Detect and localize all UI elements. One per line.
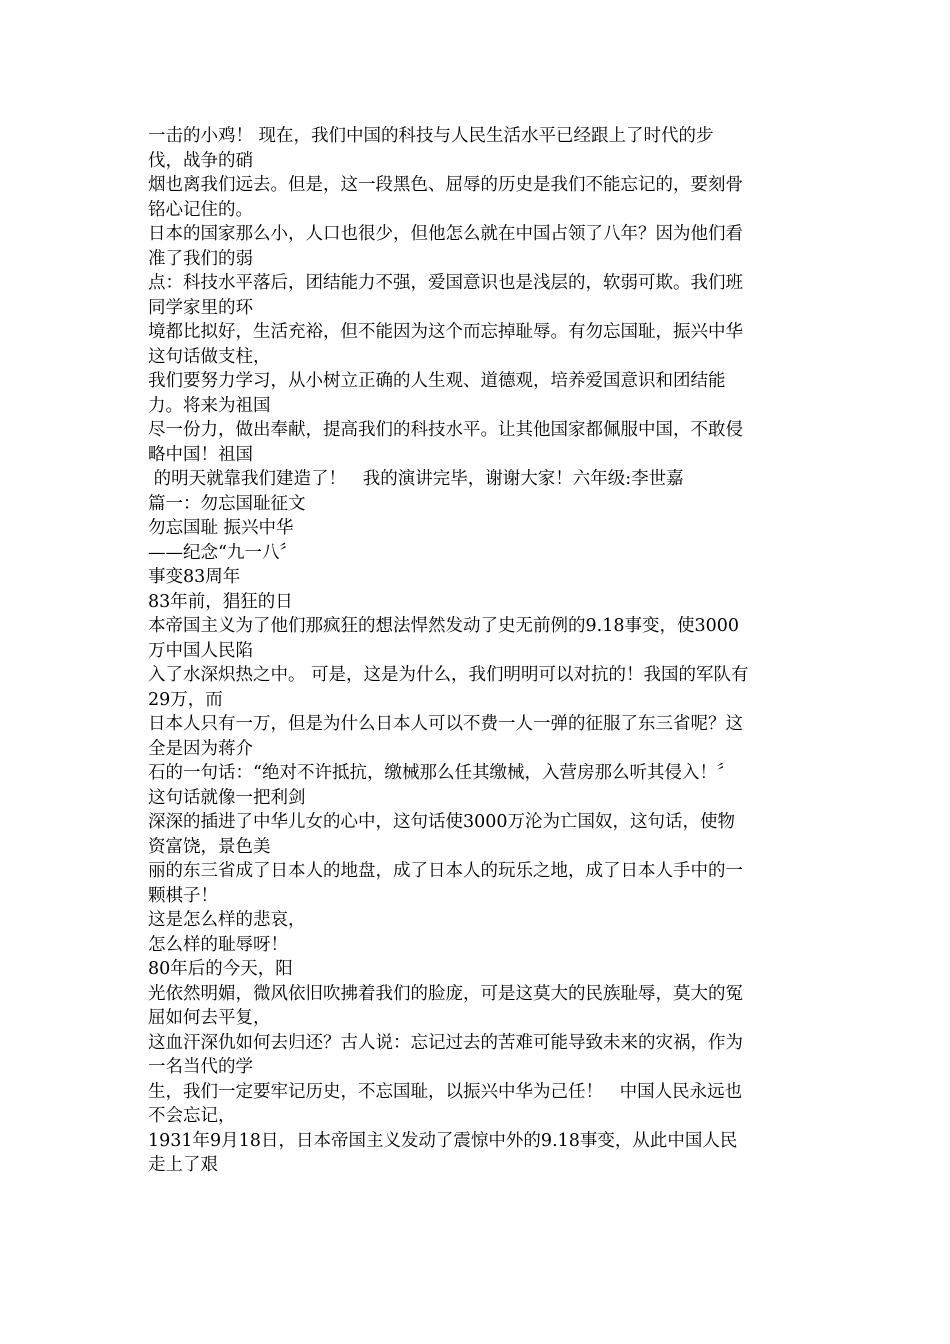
text-line: 日本人只有一万，但是为什么日本人可以不费一人一弹的征服了东三省呢？这 xyxy=(148,714,743,734)
text-line: 略中国！祖国 xyxy=(148,444,253,465)
text-line: 屈如何去平复， xyxy=(148,1008,271,1028)
text-line: 准了我们的弱 xyxy=(148,248,253,269)
text-line: 不会忘记， xyxy=(148,1106,236,1126)
text-line: 资富饶，景色美 xyxy=(148,836,271,857)
essay-title: 勿忘国耻 振兴中华 xyxy=(148,518,294,538)
text-line: 走上了艰 xyxy=(148,1155,218,1175)
text-line: 全是因为蒋介 xyxy=(148,738,253,759)
text-line: 这句话做支柱， xyxy=(148,346,271,367)
text-line: 1931年9月18日，日本帝国主义发动了震惊中外的9.18事变，从此中国人民 xyxy=(148,1130,738,1151)
document-body xyxy=(148,124,808,1178)
text-line: 这血汗深仇如何去归还？古人说：忘记过去的苦难可能导致未来的灾祸，作为 xyxy=(148,1032,743,1053)
text-line: 同学家里的环 xyxy=(148,297,253,318)
text-line: 事变83周年 xyxy=(148,567,241,587)
text-line: 深深的插进了中华儿女的心中，这句话使3000万沦为亡国奴，这句话，使物 xyxy=(148,812,736,832)
text-line: 境都比拟好，生活充裕，但不能因为这个而忘掉耻辱。有勿忘国耻，振兴中华 xyxy=(148,322,743,342)
text-line: 丽的东三省成了日本人的地盘，成了日本人的玩乐之地，成了日本人手中的一 xyxy=(148,861,743,881)
text-line: 80年后的今天，阳 xyxy=(148,959,293,979)
text-line: 颗棋子！ xyxy=(148,885,218,906)
text-line: 光依然明媚，微风依旧吹拂着我们的脸庞，可是这莫大的民族耻辱，莫大的冤 xyxy=(148,983,743,1004)
text-line: 生，我们一定要牢记历史，不忘国耻，以振兴中华为己任！ 中国人民永远也 xyxy=(148,1081,743,1102)
section-heading: 篇一：勿忘国耻征文 xyxy=(148,493,306,514)
text-line: 我们要努力学习，从小树立正确的人生观、道德观，培养爱国意识和团结能 xyxy=(148,371,726,391)
text-line: 一击的小鸡！ 现在，我们中国的科技与人民生活水平已经跟上了时代的步 xyxy=(148,126,714,146)
text-line: 铭心记住的。 xyxy=(148,199,253,220)
text-line: 83年前，猖狂的日 xyxy=(148,591,293,612)
text-line: 本帝国主义为了他们那疯狂的想法悍然发动了史无前例的9.18事变，使3000 xyxy=(148,616,739,636)
text-line: 日本的国家那么小，人口也很少，但他怎么就在中国占领了八年？因为他们看 xyxy=(148,224,743,244)
text-line: 万中国人民陷 xyxy=(148,640,253,661)
text-line: 一名当代的学 xyxy=(148,1057,253,1077)
text-line: 入了水深炽热之中。 可是，这是为什么，我们明明可以对抗的！我国的军队有 xyxy=(148,665,749,685)
text-line: 尽一份力，做出奉献，提高我们的科技水平。让其他国家都佩服中国，不敢侵 xyxy=(148,420,743,440)
text-line: 点：科技水平落后，团结能力不强，爱国意识也是浅层的，软弱可欺。我们班 xyxy=(148,273,743,293)
text-line: 的明天就靠我们建造了！ 我的演讲完毕，谢谢大家！六年级:李世嘉 xyxy=(148,469,684,489)
text-line: 这句话就像一把利剑 xyxy=(148,787,306,808)
text-line: 力。将来为祖国 xyxy=(148,395,271,416)
text-line: 石的一句话：“绝对不许抵抗，缴械那么任其缴械，入营房那么听其侵入！〞 xyxy=(148,763,735,783)
text-line: 伐，战争的硝 xyxy=(148,150,253,171)
text-line: 怎么样的耻辱呀！ xyxy=(148,934,288,955)
text-line: 29万，而 xyxy=(148,689,223,710)
essay-subtitle: ——纪念“九一八〞 xyxy=(148,542,297,563)
text-line: 烟也离我们远去。但是，这一段黑色、屈辱的历史是我们不能忘记的，要刻骨 xyxy=(148,175,743,195)
text-line: 这是怎么样的悲哀， xyxy=(148,910,306,930)
